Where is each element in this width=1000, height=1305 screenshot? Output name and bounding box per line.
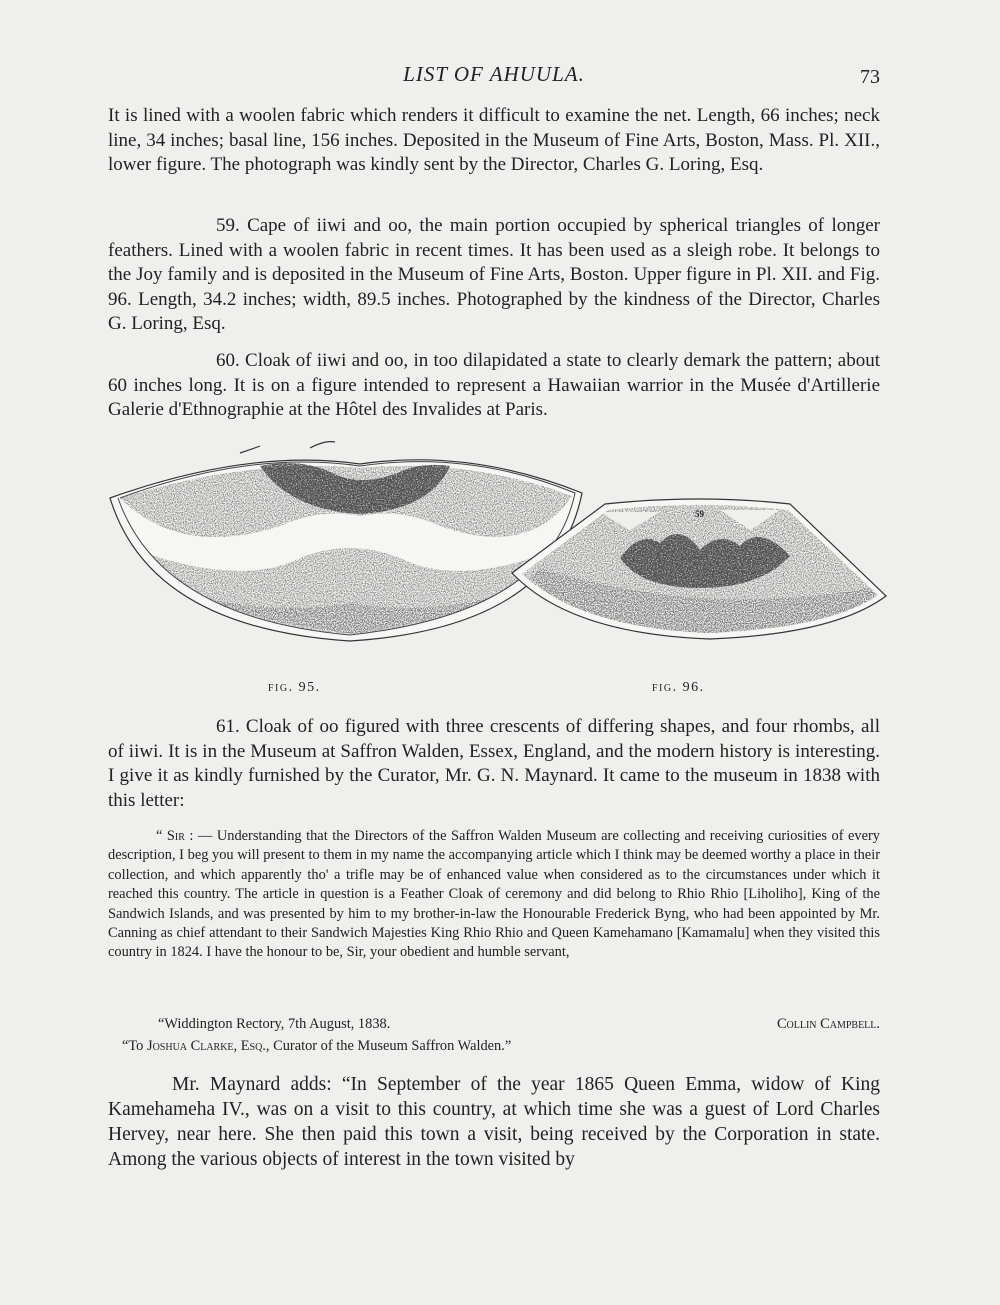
paragraph-maynard: Mr. Maynard adds: “In September of the year 1865 Queen Emma, widow of King Kamehameha IV., was on a visit to this country, at which time she was a guest of Lord Charles Hervey, near here. She then paid this town a visit, being received by the Corporation in state. Among the various objects of interest in the town visited by	[108, 1074, 880, 1170]
addressee-prefix: “To	[122, 1038, 147, 1054]
quoted-letter	[108, 827, 880, 963]
letter-body: — Understanding that the Directors of the Saffron Walden Museum are collecting and receiving curiosities of every description, I beg you will present to them in my name the accompanying article which I think may be deemed worthy a place in their collection, and which apparently tho' a trifle may be of enhanced value when considered as to the circumstances under which it reached this country. The article in question is a Feather Cloak of ceremony and did belong to Rhio Rhio [Liholiho], King of the Sandwich Islands, and was presented by him to my brother-in-law the Honourable Frederick Byng, who had been appointed by Mr. Canning as chief attendant to their Sandwich Majesties King Rhio Rhio and Queen Kamehamano [Kamamalu] when they visited this country in 1824. I have the honour to be, Sir, your obedient and humble servant,	[108, 828, 880, 961]
page-number: 73	[860, 66, 880, 88]
fig-95-illustration	[110, 442, 582, 641]
paragraph-60: 60. Cloak of iiwi and oo, in too dilapidated a state to clearly demark the pattern; about 60 inches long. It is on a figure intended to represent a Hawaiian warrior in the Musée d'Artillerie Galerie d'Ethnographie at the Hôtel des Invalides at Paris.	[108, 350, 880, 421]
letter-addressee	[122, 1038, 511, 1055]
paragraph-58-continued: It is lined with a woolen fabric which renders it difficult to examine the net. Length, 66 inches; neck line, 34 inches; basal line, 156 inches. Deposited in the Museum of Fine Arts, Boston, Mass. Pl. XII., lower figure. The photograph was kindly sent by the Director, Charles G. Loring, Esq.	[108, 105, 880, 176]
letter-signature: Collin Campbell.	[776, 1016, 880, 1032]
running-title: LIST OF AHUULA.	[403, 62, 585, 86]
page-header	[108, 62, 880, 92]
paragraph-59: 59. Cape of iiwi and oo, the main portion occupied by spherical triangles of longer feathers. Lined with a woolen fabric in recent times. It has been used as a sleigh robe. It belongs to the Joy family and is deposited in the Museum of Fine Arts, Boston. Upper figure in Pl. XII. and Fig. 96. Length, 34.2 inches; width, 89.5 inches. Photographed by the kindness of the Director, Charles G. Loring, Esq.	[108, 215, 880, 335]
letter-place-date: “Widdington Rectory, 7th August, 1838.	[158, 1016, 391, 1032]
figures-area	[100, 438, 890, 708]
fig-95-caption: fig. 95.	[268, 680, 321, 695]
addressee-suffix: , Curator of the Museum Saffron Walden.”	[265, 1038, 512, 1054]
fig-96-caption: fig. 96.	[652, 680, 705, 695]
cloak-illustrations	[100, 438, 890, 708]
letter-salutation: “ Sir :	[156, 828, 194, 844]
addressee-name: Joshua Clarke, Esq.	[146, 1038, 266, 1054]
fig-96-label: 59	[695, 509, 704, 519]
paragraph-61: 61. Cloak of oo figured with three crescents of differing shapes, and four rhombs, all of iiwi. It is in the Museum at Saffron Walden, Essex, England, and the modern history is interesting. I give it as kindly furnished by the Curator, Mr. G. N. Maynard. It came to the museum in 1838 with this letter:	[108, 716, 880, 811]
